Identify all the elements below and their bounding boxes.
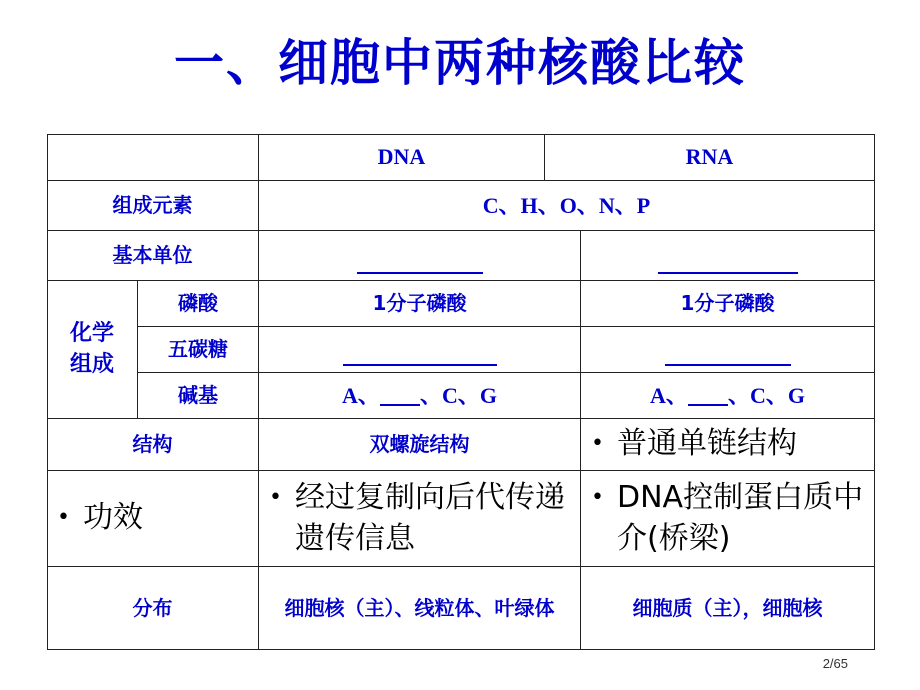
sugar-rna-blank	[665, 344, 791, 366]
structure-rna-cell	[581, 419, 875, 471]
header-rna: RNA	[545, 134, 875, 181]
bullet-icon: •	[591, 485, 604, 510]
base-dna-cell	[259, 373, 581, 419]
row-label-distribution: 分布	[47, 567, 259, 650]
row-label-sugar: 五碳糖	[138, 327, 259, 373]
unit-rna-blank	[658, 252, 798, 274]
base-rna-cell	[581, 373, 875, 419]
row-label-function-cell	[47, 471, 259, 567]
chemical-composition-label: 化学组成	[69, 320, 114, 377]
row-label-structure: 结构	[47, 419, 259, 471]
base-dna-prefix: A、	[342, 382, 380, 408]
distribution-rna: 细胞质（主），细胞核	[581, 567, 875, 650]
sugar-rna-cell	[581, 327, 875, 373]
base-rna-prefix: A、	[650, 382, 688, 408]
structure-dna: 双螺旋结构	[259, 419, 581, 471]
distribution-dna: 细胞核（主）、线粒体、叶绿体	[259, 567, 581, 650]
function-rna-text: DNA控制蛋白质中介(桥梁)	[617, 480, 864, 556]
row-label-unit: 基本单位	[47, 231, 259, 281]
row-label-function: 功效	[83, 500, 143, 536]
sugar-dna-blank	[343, 344, 497, 366]
row-label-chemical-composition	[47, 281, 138, 419]
function-rna-bullet-item	[591, 478, 874, 559]
row-label-elements: 组成元素	[47, 181, 259, 231]
row-label-phosphate: 磷酸	[138, 281, 259, 327]
function-label-bullet-item	[57, 498, 258, 539]
phosphate-dna: 1分子磷酸	[259, 281, 581, 327]
base-dna-blank	[380, 386, 420, 406]
page-number: 2/65	[822, 656, 848, 671]
header-dna: DNA	[259, 134, 545, 181]
unit-dna-blank	[357, 252, 483, 274]
function-dna-text: 经过复制向后代传递遗传信息	[295, 480, 565, 556]
bullet-icon: •	[57, 505, 70, 531]
base-rna-blank	[688, 386, 728, 406]
elements-value: C、H、O、N、P	[259, 181, 875, 231]
base-dna-suffix: 、C、G	[419, 382, 497, 408]
function-rna-cell	[581, 471, 875, 567]
sugar-dna-cell	[259, 327, 581, 373]
phosphate-rna: 1分子磷酸	[581, 281, 875, 327]
row-label-base: 碱基	[138, 373, 259, 419]
bullet-icon: •	[269, 485, 282, 510]
base-rna-suffix: 、C、G	[727, 382, 805, 408]
unit-dna-cell	[259, 231, 581, 281]
structure-rna-bullet-item	[591, 424, 874, 465]
slide-title: 一、细胞中两种核酸比较	[174, 34, 746, 92]
structure-rna-text: 普通单链结构	[617, 426, 797, 462]
function-dna-cell	[259, 471, 581, 567]
nucleic-acid-comparison-table	[47, 134, 875, 650]
header-blank-cell	[47, 134, 259, 181]
bullet-icon: •	[591, 431, 604, 457]
function-dna-bullet-item	[269, 478, 580, 559]
unit-rna-cell	[581, 231, 875, 281]
